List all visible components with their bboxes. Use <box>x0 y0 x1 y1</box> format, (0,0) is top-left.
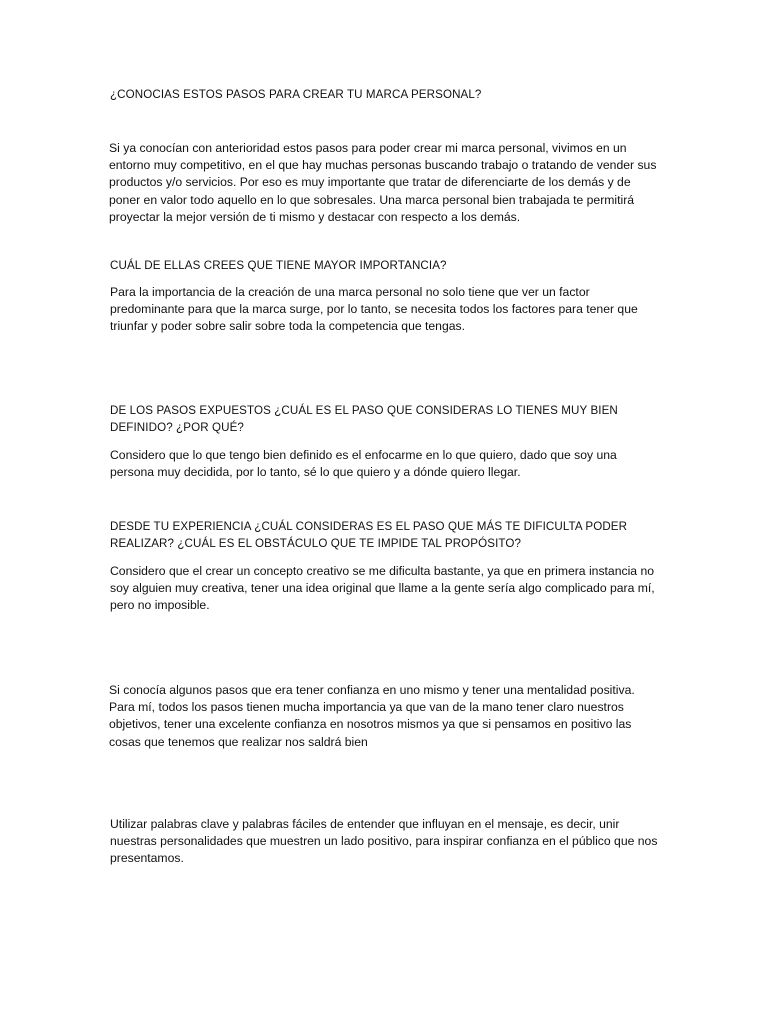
question-4-heading: DESDE TU EXPERIENCIA ¿CUÁL CONSIDERAS ES EL PASO QUE MÁS TE DIFICULTA PODER REALIZAR? ¿CUÁL ES EL OBSTÁCULO QUE TE IMPIDE TAL PROPÓSITO? <box>110 520 628 551</box>
question-1-heading: ¿CONOCIAS ESTOS PASOS PARA CREAR TU MARCA PERSONAL? <box>110 88 482 101</box>
question-1-answer: Si ya conocían con anterioridad estos pasos para poder crear mi marca personal, vivimos en un entorno muy competitivo, en el que hay muchas personas buscando trabajo o tratando de vender sus productos y/o servicios. Por eso es muy importante que tratar de diferenciarte de los demás y de poner en valor todo aquello en lo que sobresales. Una marca personal bien trabajada te permitirá proyectar la mejor versión de ti mismo y destacar con respecto a los demás. <box>109 141 657 224</box>
paragraph-6: Utilizar palabras clave y palabras fáciles de entender que influyan en el mensaje, es decir, unir nuestras personalidades que muestren un lado positivo, para inspirar confianza en el público que nos presentamos. <box>110 817 658 866</box>
question-3-answer: Considero que lo que tengo bien definido es el enfocarme en lo que quiero, dado que soy una persona muy decidida, por lo tanto, sé lo que quiero y a dónde quiero llegar. <box>110 448 617 480</box>
question-3-heading: DE LOS PASOS EXPUESTOS ¿CUÁL ES EL PASO QUE CONSIDERAS LO TIENES MUY BIEN DEFINIDO? ¿POR QUÉ? <box>110 404 618 435</box>
question-2-answer: Para la importancia de la creación de una marca personal no solo tiene que ver un factor predominante para que la marca surge, por lo tanto, se necesita todos los factores para tener que triunfar y poder sobre salir sobre toda la competencia que tengas. <box>110 285 638 334</box>
question-2-heading: CUÁL DE ELLAS CREES QUE TIENE MAYOR IMPORTANCIA? <box>110 259 447 272</box>
question-4-answer: Considero que el crear un concepto creativo se me dificulta bastante, ya que en primera instancia no soy alguien muy creativa, tener una idea original que llame a la gente sería algo complicado para mí, pero no imposible. <box>110 564 655 613</box>
paragraph-5: Si conocía algunos pasos que era tener confianza en uno mismo y tener una mentalidad positiva. Para mí, todos los pasos tienen mucha importancia ya que van de la mano tener claro nuestros objetivos, tener una excelente confianza en nosotros mismos ya que si pensamos en positivo las cosas que tenemos que realizar nos saldrá bien <box>109 683 635 749</box>
